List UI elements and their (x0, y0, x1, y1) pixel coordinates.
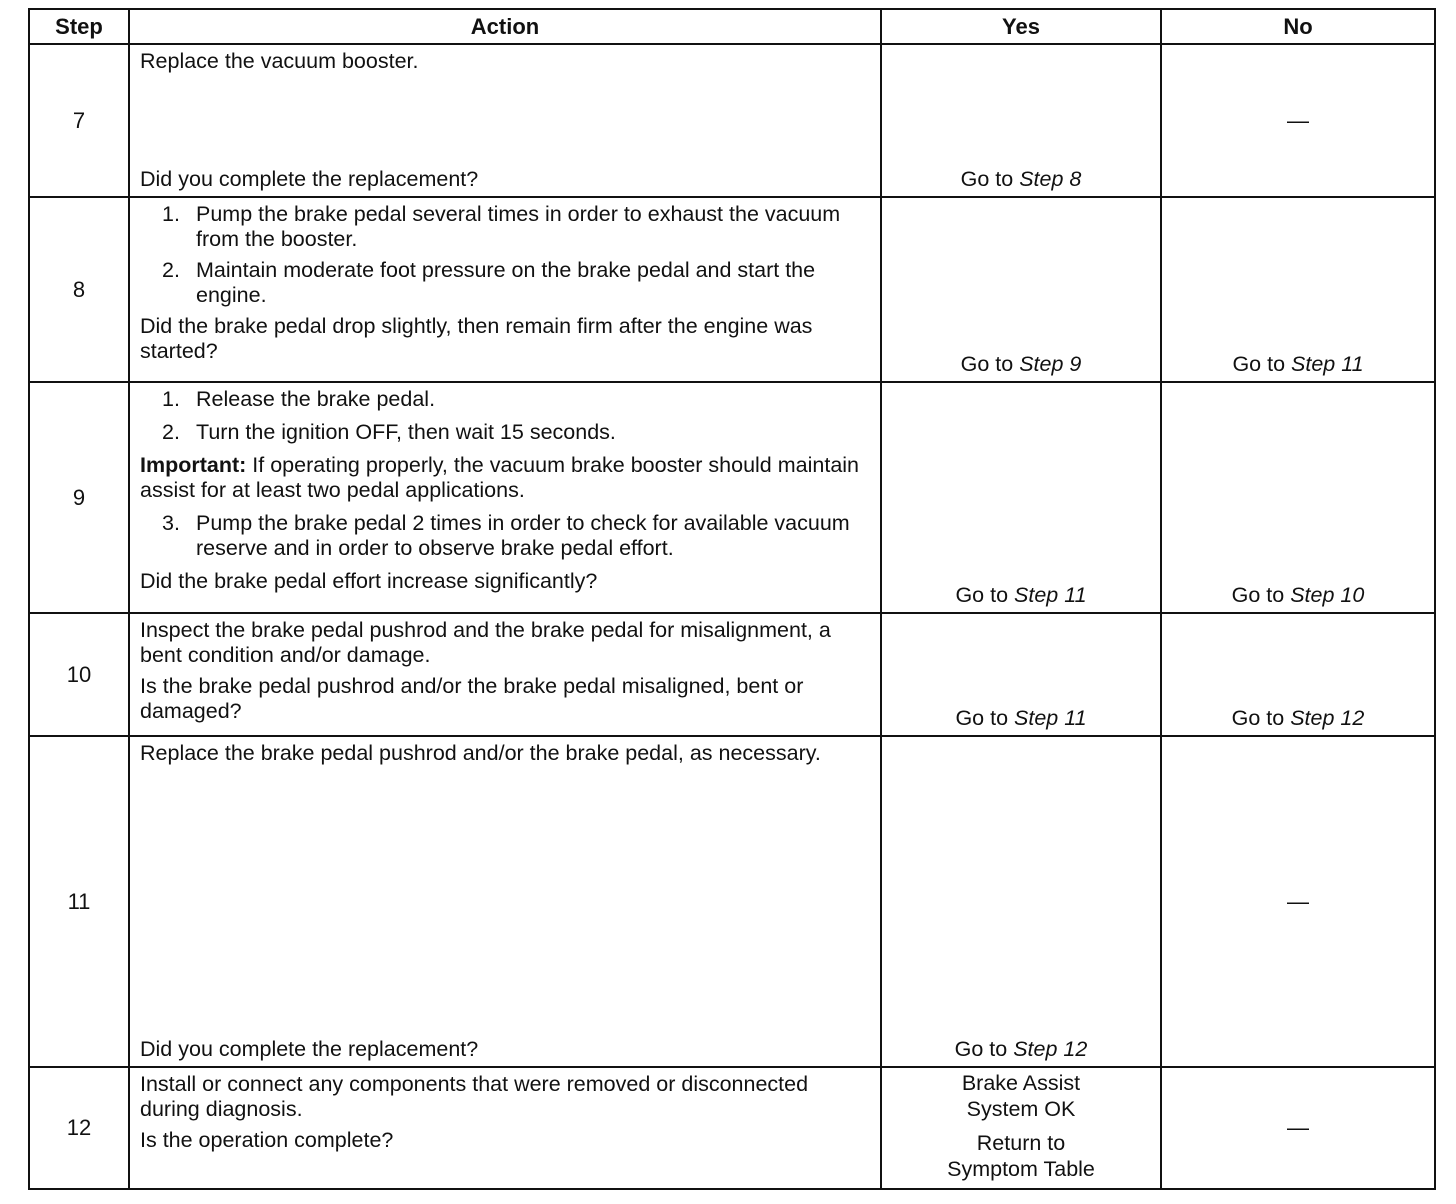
important-note: Important: If operating properly, the vacuum brake booster should maintain assist for at least two pedal applications. (140, 453, 860, 502)
yes-step-ref: Step 12 (1013, 1037, 1088, 1061)
table-row (29, 1067, 1435, 1189)
table-row (29, 382, 1435, 613)
header-yes: Yes (881, 9, 1161, 44)
yes-step-ref: Step 8 (1019, 167, 1082, 191)
no-cell: Go to Step 12 (1161, 613, 1435, 736)
list-item: 2. Turn the ignition OFF, then wait 15 seconds. (162, 420, 616, 444)
step-number: 12 (29, 1067, 129, 1189)
no-cell: Go to Step 10 (1161, 382, 1435, 613)
yes-cell (881, 1067, 1161, 1189)
no-step-ref: Step 12 (1290, 706, 1365, 730)
yes-step-ref: Step 11 (1014, 706, 1087, 730)
question-text: Did the brake pedal effort increase significantly? (140, 569, 598, 593)
diagnostic-table (28, 8, 1436, 1190)
table-row (29, 44, 1435, 197)
yes-cell: Go to Step 8 (881, 44, 1161, 197)
action-text: Replace the vacuum booster. (140, 49, 419, 73)
question-text: Is the operation complete? (140, 1128, 394, 1152)
action-text: Replace the brake pedal pushrod and/or the brake pedal, as necessary. (140, 741, 821, 765)
action-cell (129, 1067, 881, 1189)
no-cell-dash: — (1161, 1067, 1435, 1189)
list-item: 3. Pump the brake pedal 2 times in order to check for available vacuum reserve and in order to observe brake pedal effort. (162, 511, 850, 560)
no-cell-dash: — (1161, 44, 1435, 197)
step-number: 9 (29, 382, 129, 613)
action-cell (129, 44, 881, 197)
no-step-ref: Step 11 (1291, 352, 1364, 376)
step-number: 10 (29, 613, 129, 736)
no-cell-dash: — (1161, 736, 1435, 1067)
action-cell (129, 197, 881, 382)
yes-cell: Go to Step 12 (881, 736, 1161, 1067)
header-row (29, 9, 1435, 44)
header-no: No (1161, 9, 1435, 44)
yes-cell: Go to Step 9 (881, 197, 1161, 382)
header-action: Action (129, 9, 881, 44)
no-step-ref: Step 10 (1290, 583, 1365, 607)
question-text: Did you complete the replacement? (140, 167, 479, 191)
table-row (29, 613, 1435, 736)
action-cell (129, 613, 881, 736)
question-text: Did the brake pedal drop slightly, then remain firm after the engine was started? (140, 314, 813, 363)
step-number: 8 (29, 197, 129, 382)
action-cell (129, 382, 881, 613)
action-text: Inspect the brake pedal pushrod and the brake pedal for misalignment, a bent condition and/or damage. (140, 618, 831, 667)
action-cell (129, 736, 881, 1067)
list-item: 2. Maintain moderate foot pressure on the brake pedal and start the engine. (162, 258, 816, 307)
yes-step-ref: Step 9 (1019, 352, 1082, 376)
yes-result-return: Return to Symptom Table (947, 1131, 1095, 1181)
yes-cell: Go to Step 11 (881, 613, 1161, 736)
header-step: Step (29, 9, 129, 44)
list-item: 1. Pump the brake pedal several times in order to exhaust the vacuum from the booster. (162, 202, 841, 251)
table-row (29, 197, 1435, 382)
list-item: 1. Release the brake pedal. (162, 387, 436, 411)
step-number: 7 (29, 44, 129, 197)
question-text: Did you complete the replacement? (140, 1037, 479, 1061)
yes-step-ref: Step 11 (1014, 583, 1087, 607)
yes-cell: Go to Step 11 (881, 382, 1161, 613)
step-number: 11 (29, 736, 129, 1067)
table-row (29, 736, 1435, 1067)
no-cell: Go to Step 11 (1161, 197, 1435, 382)
action-text: Install or connect any components that were removed or disconnected during diagnosis. (140, 1072, 809, 1121)
yes-result-ok: Brake Assist System OK (961, 1071, 1081, 1121)
question-text: Is the brake pedal pushrod and/or the brake pedal misaligned, bent or damaged? (140, 674, 804, 723)
